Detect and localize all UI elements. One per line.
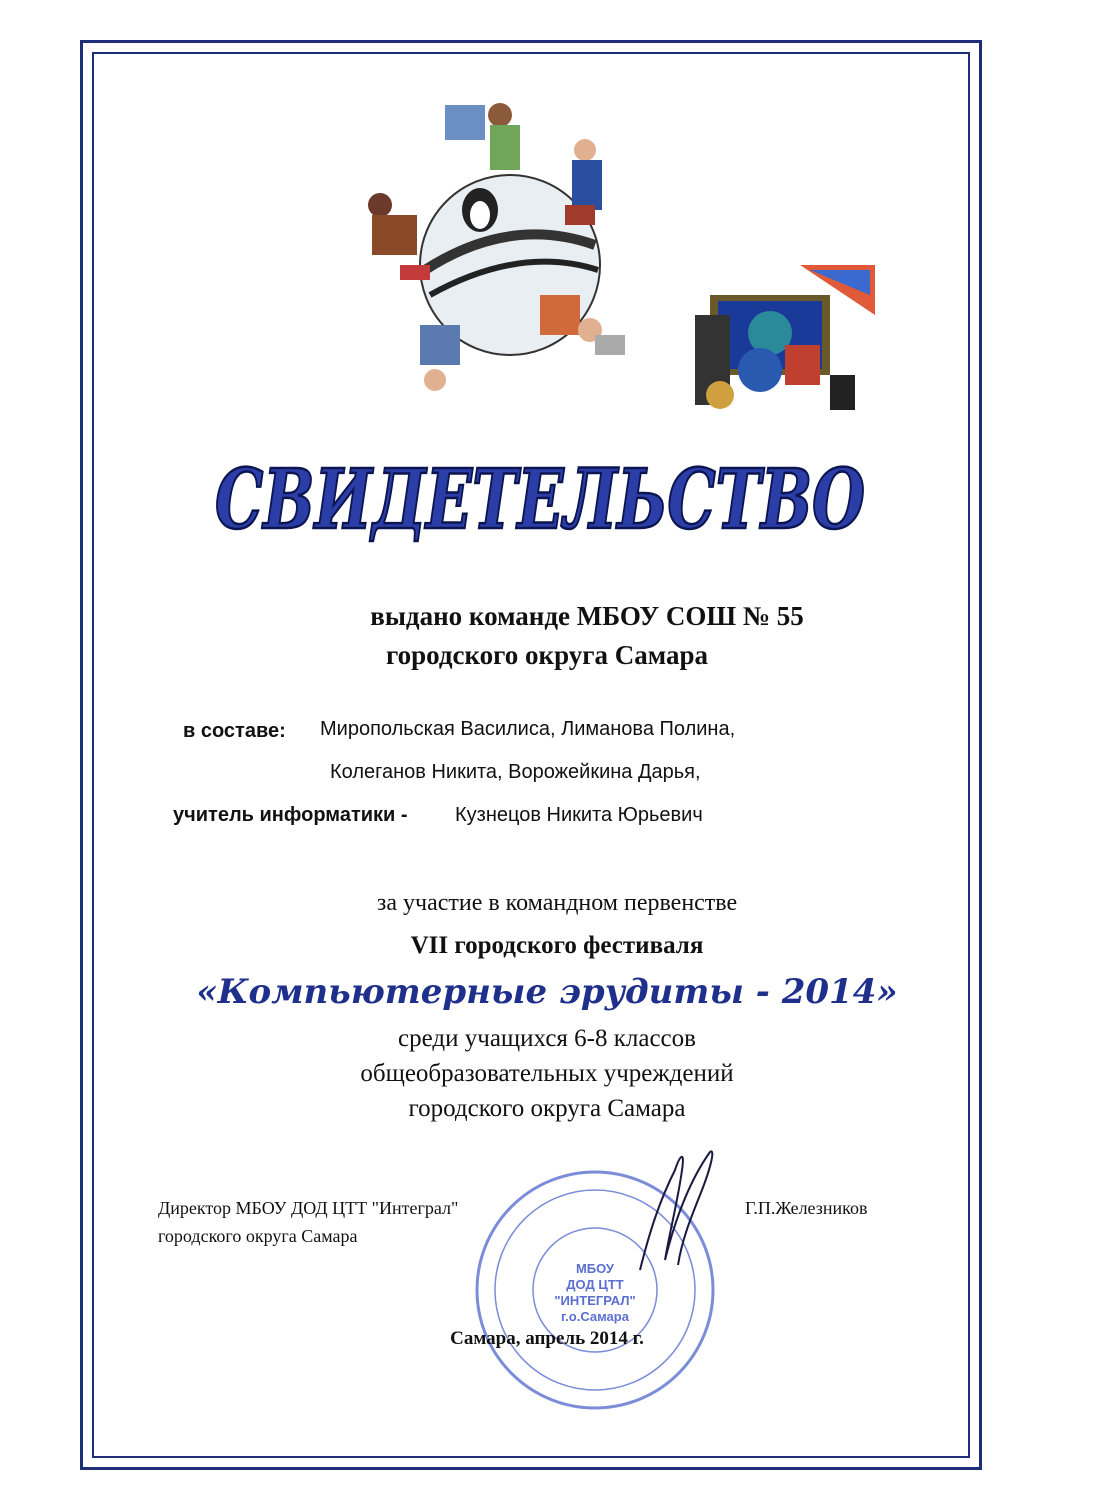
certificate-title bbox=[200, 440, 880, 550]
director-title-line-1: Директор МБОУ ДОД ЦТТ "Интеграл" bbox=[158, 1198, 459, 1218]
stamp-line-3: "ИНТЕГРАЛ" bbox=[554, 1293, 636, 1308]
issued-line-2: городского округа Самара bbox=[386, 640, 708, 670]
among-line-3: городского округа Самара bbox=[408, 1095, 686, 1122]
festival-name: «Компьютерные эрудиты - 2014» bbox=[196, 972, 898, 1012]
among-line-1: среди учащихся 6-8 классов bbox=[398, 1025, 696, 1052]
teacher-name: Кузнецов Никита Юрьевич bbox=[455, 804, 703, 826]
certificate-title-text: СВИДЕТЕЛЬСТВО bbox=[215, 452, 865, 548]
composition-label: в составе: bbox=[183, 720, 286, 742]
festival-text: VII городского фестиваля bbox=[410, 932, 704, 959]
among-line-2: общеобразовательных учреждений bbox=[360, 1060, 734, 1087]
school-supplies-illustration bbox=[690, 255, 880, 420]
participation-text: за участие в командном первенстве bbox=[376, 890, 738, 916]
issued-line-1: выдано команде МБОУ СОШ № 55 bbox=[370, 601, 804, 631]
stamp-line-2: ДОД ЦТТ bbox=[566, 1277, 624, 1292]
teacher-label: учитель информатики - bbox=[173, 804, 408, 826]
stamp-line-1: МБОУ bbox=[575, 1261, 615, 1276]
globe-illustration bbox=[350, 95, 670, 415]
director-name: Г.П.Железников bbox=[745, 1198, 868, 1218]
composition-line-1: Миропольская Василиса, Лиманова Полина, bbox=[320, 718, 736, 740]
composition-line-2: Колеганов Никита, Ворожейкина Дарья, bbox=[330, 761, 701, 783]
stamp-line-4: г.о.Самара bbox=[561, 1309, 629, 1324]
place-date: Самара, апрель 2014 г. bbox=[450, 1328, 644, 1349]
signature bbox=[620, 1140, 730, 1280]
director-title-line-2: городского округа Самара bbox=[158, 1226, 358, 1246]
